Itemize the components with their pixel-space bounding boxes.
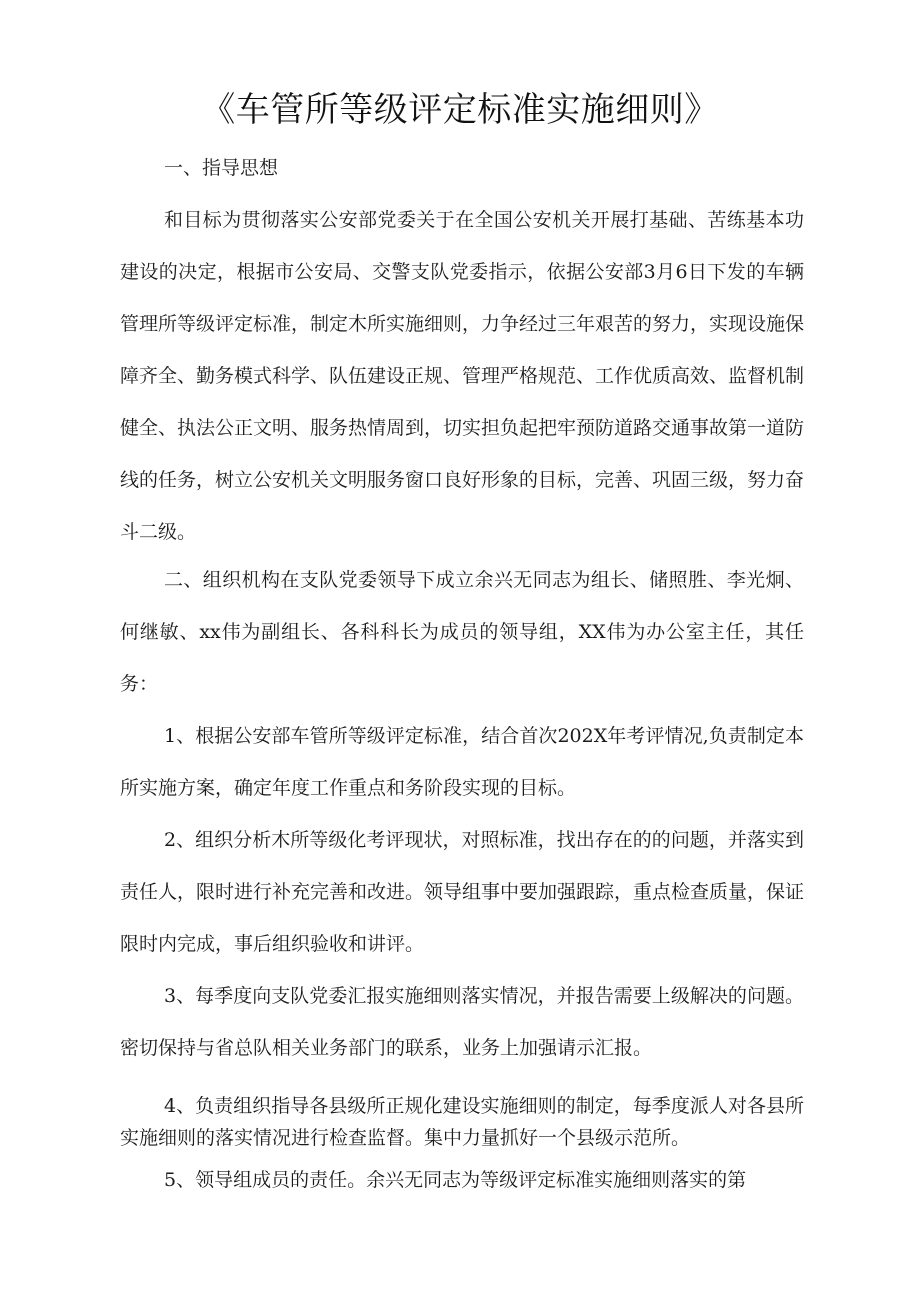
- list-item-2: 2、组织分析木所等级化考评现状，对照标准，找出存在的的问题，并落实到责任人，限时进行补充完善和改进。领导组事中要加强跟踪，重点检查质量，保证限时内完成，事后组织验收和讲评。: [120, 829, 805, 955]
- list-item-4: 4、负责组织指导各县级所正规化建设实施细则的制定，每季度派人对各县所实施细则的落实情况进行检查监督。集中力量抓好一个县级示范所。: [120, 1095, 804, 1149]
- section-heading-guiding-thought: 一、指导思想: [164, 157, 279, 179]
- list-item-3: 3、每季度向支队党委汇报实施细则落实情况，并报告需要上级解决的问题。密切保持与省总队相关业务部门的联系，业务上加强请示汇报。: [120, 985, 804, 1059]
- paragraph-organization: 二、组织机构在支队党委领导下成立余兴无同志为组长、储照胜、李光炯、何继敏、xx伟为副组长、各科科长为成员的领导组，XX伟为办公室主任，其任务：: [120, 569, 804, 695]
- list-item-5: 5、领导组成员的责任。余兴无同志为等级评定标准实施细则落实的第: [164, 1169, 747, 1191]
- document-title: 《车管所等级评定标准实施细则》: [201, 90, 719, 130]
- list-item-1: 1、根据公安部车管所等级评定标准，结合首次202X年考评情况,负责制定本所实施方案，确定年度工作重点和务阶段实现的目标。: [120, 725, 804, 799]
- paragraph-objectives: 和目标为贯彻落实公安部党委关于在全国公安机关开展打基础、苦练基本功建设的决定，根据市公安局、交警支队党委指示，依据公安部3月6日下发的车辆管理所等级评定标准，制定木所实施细则，力争经过三年艰苦的努力，实现设施保障齐全、勤务模式科学、队伍建设正规、管理严格规范、工作优质高效、监督机制健全、执法公正文明、服务热情周到，切实担负起把牢预防道路交通事故第一道防线的任务，树立公安机关文明服务窗口良好形象的目标，完善、巩固三级，努力奋斗二级。: [120, 209, 805, 543]
